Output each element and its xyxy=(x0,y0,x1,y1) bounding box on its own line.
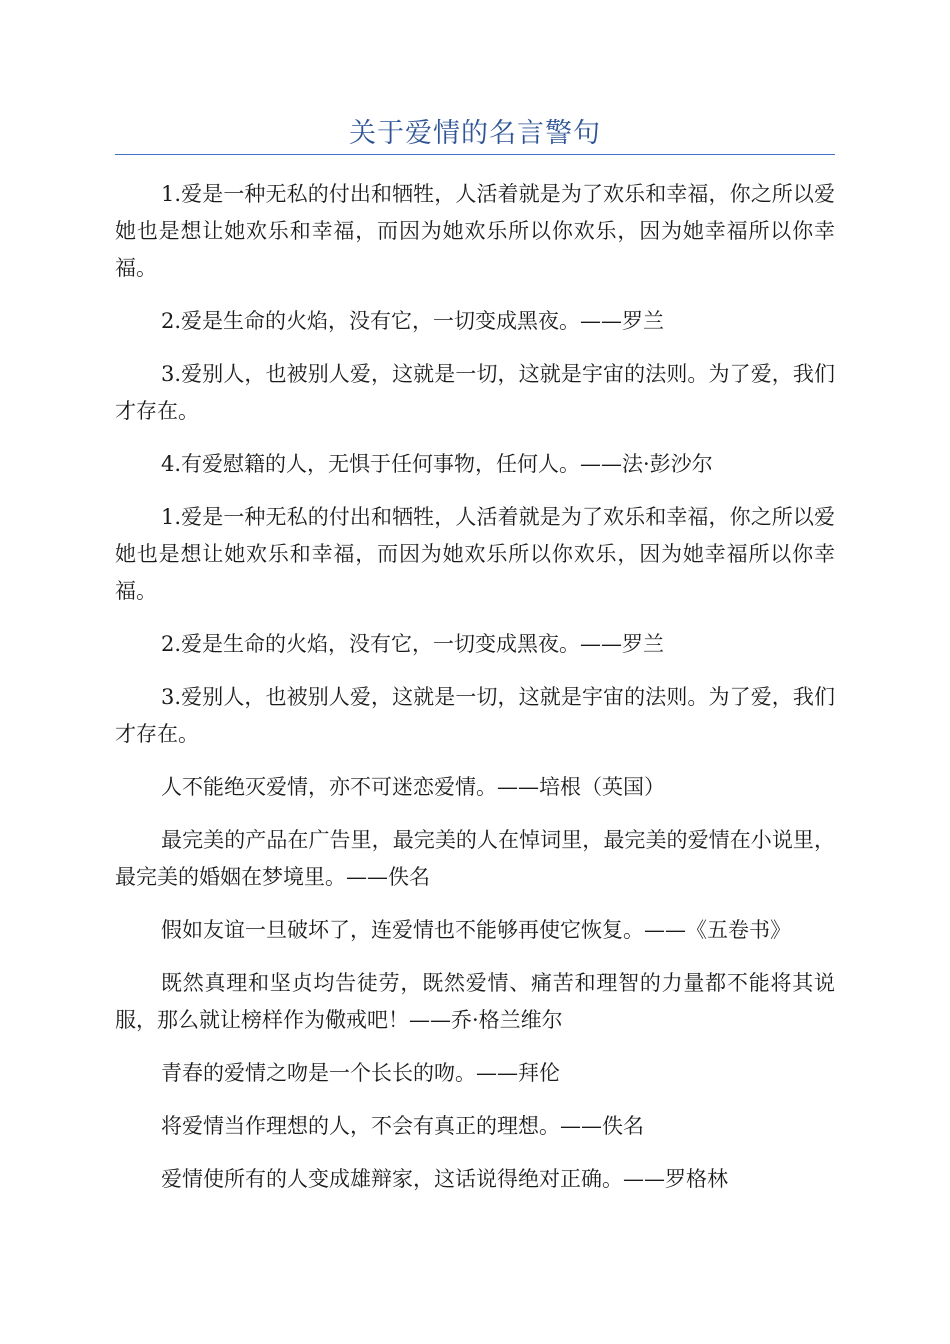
paragraph: 最完美的产品在广告里，最完美的人在悼词里，最完美的爱情在小说里，最完美的婚姻在梦境里。——佚名 xyxy=(115,828,835,889)
paragraph: 2.爱是生命的火焰，没有它，一切变成黑夜。——罗兰 xyxy=(161,632,665,656)
paragraph: 3.爱别人，也被别人爱，这就是一切，这就是宇宙的法则。为了爱，我们才存在。 xyxy=(115,685,835,746)
paragraph: 既然真理和坚贞均告徒劳，既然爱情、痛苦和理智的力量都不能将其说服，那么就让榜样作为儆戒吧！——乔·格兰维尔 xyxy=(115,971,835,1032)
paragraph: 假如友谊一旦破坏了，连爱情也不能够再使它恢复。——《五卷书》 xyxy=(161,918,791,942)
document-body xyxy=(115,176,835,1214)
paragraph: 1.爱是一种无私的付出和牺牲，人活着就是为了欢乐和幸福，你之所以爱她也是想让她欢乐和幸福，而因为她欢乐所以你欢乐，因为她幸福所以你幸福。 xyxy=(115,182,835,280)
paragraph: 2.爱是生命的火焰，没有它，一切变成黑夜。——罗兰 xyxy=(161,309,665,333)
paragraph: 4.有爱慰籍的人，无惧于任何事物，任何人。——法·彭沙尔 xyxy=(161,452,713,476)
document-title: 关于爱情的名言警句 xyxy=(349,118,601,149)
paragraph: 爱情使所有的人变成雄辩家，这话说得绝对正确。——罗格林 xyxy=(161,1167,728,1191)
paragraph: 人不能绝灭爱情，亦不可迷恋爱情。——培根（英国） xyxy=(161,775,665,799)
paragraph: 3.爱别人，也被别人爱，这就是一切，这就是宇宙的法则。为了爱，我们才存在。 xyxy=(115,362,835,423)
paragraph: 青春的爱情之吻是一个长长的吻。——拜伦 xyxy=(161,1061,560,1085)
paragraph: 将爱情当作理想的人，不会有真正的理想。——佚名 xyxy=(161,1114,644,1138)
paragraph: 1.爱是一种无私的付出和牺牲，人活着就是为了欢乐和幸福，你之所以爱她也是想让她欢乐和幸福，而因为她欢乐所以你欢乐，因为她幸福所以你幸福。 xyxy=(115,505,835,603)
title-underline xyxy=(115,154,835,155)
